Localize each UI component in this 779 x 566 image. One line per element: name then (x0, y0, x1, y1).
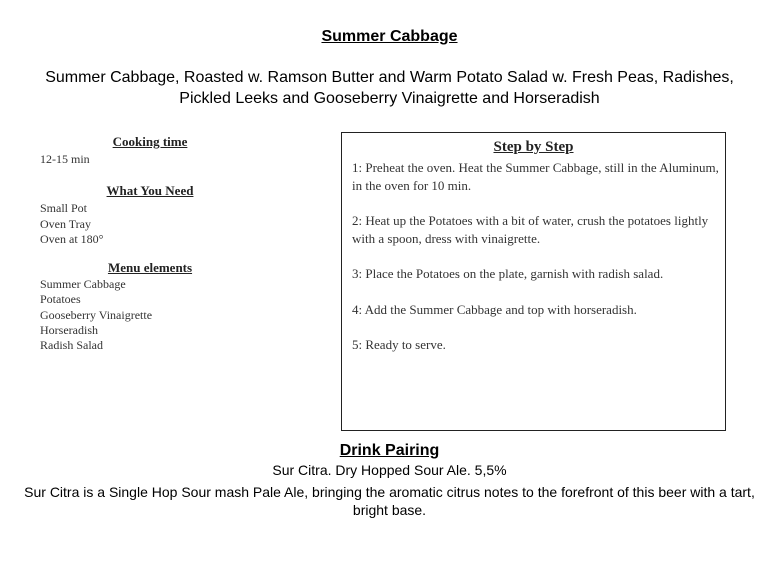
menu-elements-heading: Menu elements (107, 260, 193, 276)
menu-element-item: Gooseberry Vinaigrette (40, 307, 153, 322)
cooking-time-heading: Cooking time (112, 134, 188, 149)
dish-description: Summer Cabbage, Roasted w. Ramson Butter and Warm Potato Salad w. Fresh Peas, Radishes, Pickled Leeks and Gooseberry Vinaigrette and Horseradish (45, 69, 734, 107)
cooking-time-value: 12-15 min (40, 152, 90, 166)
menu-element-item: Radish Salad (40, 338, 103, 353)
equipment-item: Oven Tray (40, 216, 92, 231)
step-by-step-heading: Step by Step (493, 139, 574, 155)
equipment-item: Small Pot (40, 201, 88, 216)
step-item: 1: Preheat the oven. Heat the Summer Cabbage, still in the Aluminum, in the oven for 10 min. (352, 160, 719, 193)
step-by-step-box (341, 132, 726, 431)
cooking-time-section (40, 134, 290, 167)
menu-element-item: Potatoes (40, 292, 81, 307)
page-title: Summer Cabbage (321, 28, 458, 45)
steps-list (342, 159, 725, 354)
drink-description: Sur Citra is a Single Hop Sour mash Pale Ale, bringing the aromatic citrus notes to the forefront of this beer with a tart, bright base. (24, 484, 755, 518)
what-you-need-section (40, 183, 290, 247)
step-item: 2: Heat up the Potatoes with a bit of water, crush the potatoes lightly with a spoon, dress with vinaigrette. (352, 213, 709, 246)
step-item: 4: Add the Summer Cabbage and top with horseradish. (352, 301, 637, 317)
drink-pairing-heading: Drink Pairing (339, 442, 440, 459)
menu-elements-section (40, 260, 290, 353)
what-you-need-heading: What You Need (106, 183, 194, 199)
step-item: 5: Ready to serve. (352, 337, 446, 352)
menu-element-item: Summer Cabbage (40, 277, 126, 292)
equipment-item: Oven at 180° (40, 231, 104, 246)
recipe-info-column (40, 134, 290, 354)
menu-element-item: Horseradish (40, 323, 98, 338)
drink-name: Sur Citra. Dry Hopped Sour Ale. 5,5% (272, 462, 507, 478)
step-item: 3: Place the Potatoes on the plate, garnish with radish salad. (352, 266, 664, 281)
